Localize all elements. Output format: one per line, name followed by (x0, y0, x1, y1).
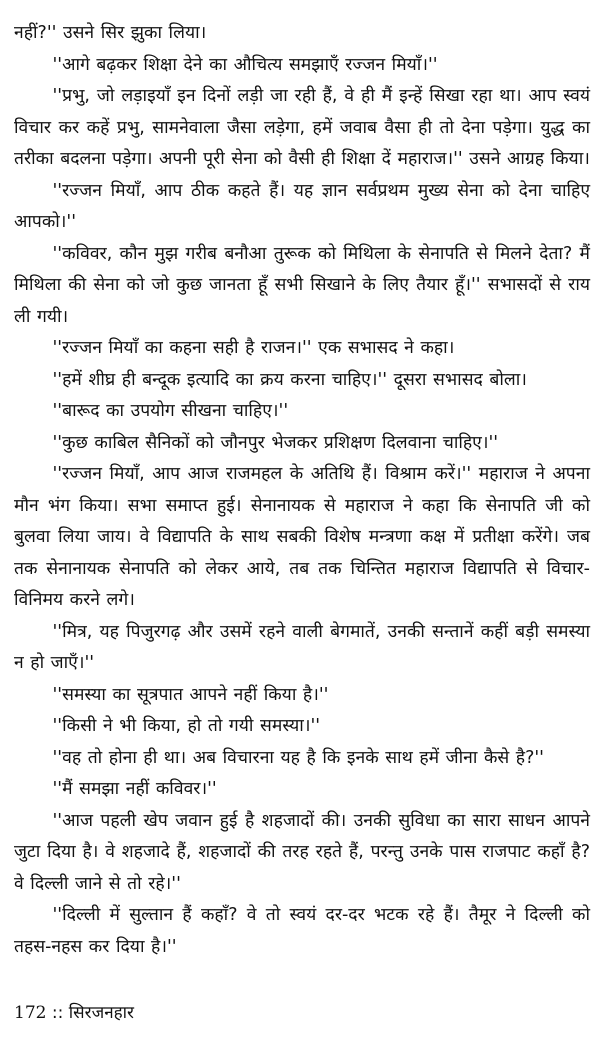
paragraph-2: ''आगे बढ़कर शिक्षा देने का औचित्य समझाएँ रज्जन मियाँ।'' (52, 54, 438, 75)
paragraph-3: ''प्रभु, जो लड़ाइयाँ इन दिनों लड़ी जा रही हैं, वे ही मैं इन्हें सिखा रहा था। आप स्वयं विचार कर कहें प्रभु, सामनेवाला जैसा लड़ेगा, हमें जवाब वैसा ही तो देना पड़ेगा। युद्ध का तरीका बदलना पड़ेगा। अपनी पूरी सेना को वैसी ही शिक्षा दें महाराज।'' उसने आग्रह किया। (14, 86, 590, 169)
paragraph-5: ''कविवर, कौन मुझ गरीब बनौआ तुरूक को मिथिला के सेनापति से मिलने देता? मैं मिथिला की सेना को जो कुछ जानता हूँ सभी सिखाने के लिए तैयार हूँ।'' सभासदों से राय ली गयी। (14, 243, 590, 327)
paragraph-9: ''कुछ काबिल सैनिकों को जौनपुर भेजकर प्रशिक्षण दिलवाना चाहिए।'' (52, 432, 499, 453)
page-body-text (14, 18, 590, 963)
paragraph-1: नहीं?'' उसने सिर झुका लिया। (14, 23, 207, 43)
page-number: 172 (14, 1003, 47, 1023)
paragraph-10: ''रज्जन मियाँ, आप आज राजमहल के अतिथि हैं। विश्राम करें।'' महाराज ने अपना मौन भंग किया। सभा समाप्त हुई। सेनानायक से महाराज ने कहा कि सेनापति जी को बुलवा लिया जाय। वे विद्यापति के साथ सबकी विशेष मन्त्रणा कक्ष में प्रतीक्षा करेंगे। जब तक सेनानायक सेनापति को लेकर आये, तब तक चिन्तित महाराज विद्यापति से विचार-विनिमय करने लगे। (14, 464, 590, 610)
paragraph-4: ''रज्जन मियाँ, आप ठीक कहते हैं। यह ज्ञान सर्वप्रथम मुख्य सेना को देना चाहिए आपको।'' (14, 180, 590, 232)
paragraph-11: ''मित्र, यह पिजुरगढ़ और उसमें रहने वाली बेगमातें, उनकी सन्तानें कहीं बड़ी समस्या न हो जाएँ।'' (14, 621, 590, 673)
paragraph-8: ''बारूद का उपयोग सीखना चाहिए।'' (52, 401, 289, 421)
paragraph-15: ''मैं समझा नहीं कविवर।'' (52, 779, 217, 799)
paragraph-14: ''वह तो होना ही था। अब विचारना यह है कि इनके साथ हमें जीना कैसे है?'' (52, 747, 544, 768)
paragraph-17: ''दिल्ली में सुल्तान हैं कहाँ? वे तो स्वयं दर-दर भटक रहे हैं। तैमूर ने दिल्ली को तहस-नहस कर दिया है।'' (14, 905, 590, 957)
paragraph-16: ''आज पहली खेप जवान हुई है शहजादों की। उनकी सुविधा का सारा साधन आपने जुटा दिया है। वे शहजादे हैं, शहजादों की तरह रहते हैं, परन्तु उनके पास राजपाट कहाँ है? वे दिल्ली जाने से तो रहे।'' (14, 810, 590, 894)
footer-separator: :: (51, 1003, 64, 1023)
paragraph-7: ''हमें शीघ्र ही बन्दूक इत्यादि का क्रय करना चाहिए।'' दूसरा सभासद बोला। (52, 369, 527, 390)
paragraph-6: ''रज्जन मियाँ का कहना सही है राजन।'' एक सभासद ने कहा। (52, 338, 455, 358)
book-title: सिरजनहार (68, 1003, 135, 1023)
paragraph-12: ''समस्या का सूत्रपात आपने नहीं किया है।'' (52, 684, 329, 705)
paragraph-13: ''किसी ने भी किया, हो तो गयी समस्या।'' (52, 716, 321, 736)
page-footer (14, 999, 134, 1027)
